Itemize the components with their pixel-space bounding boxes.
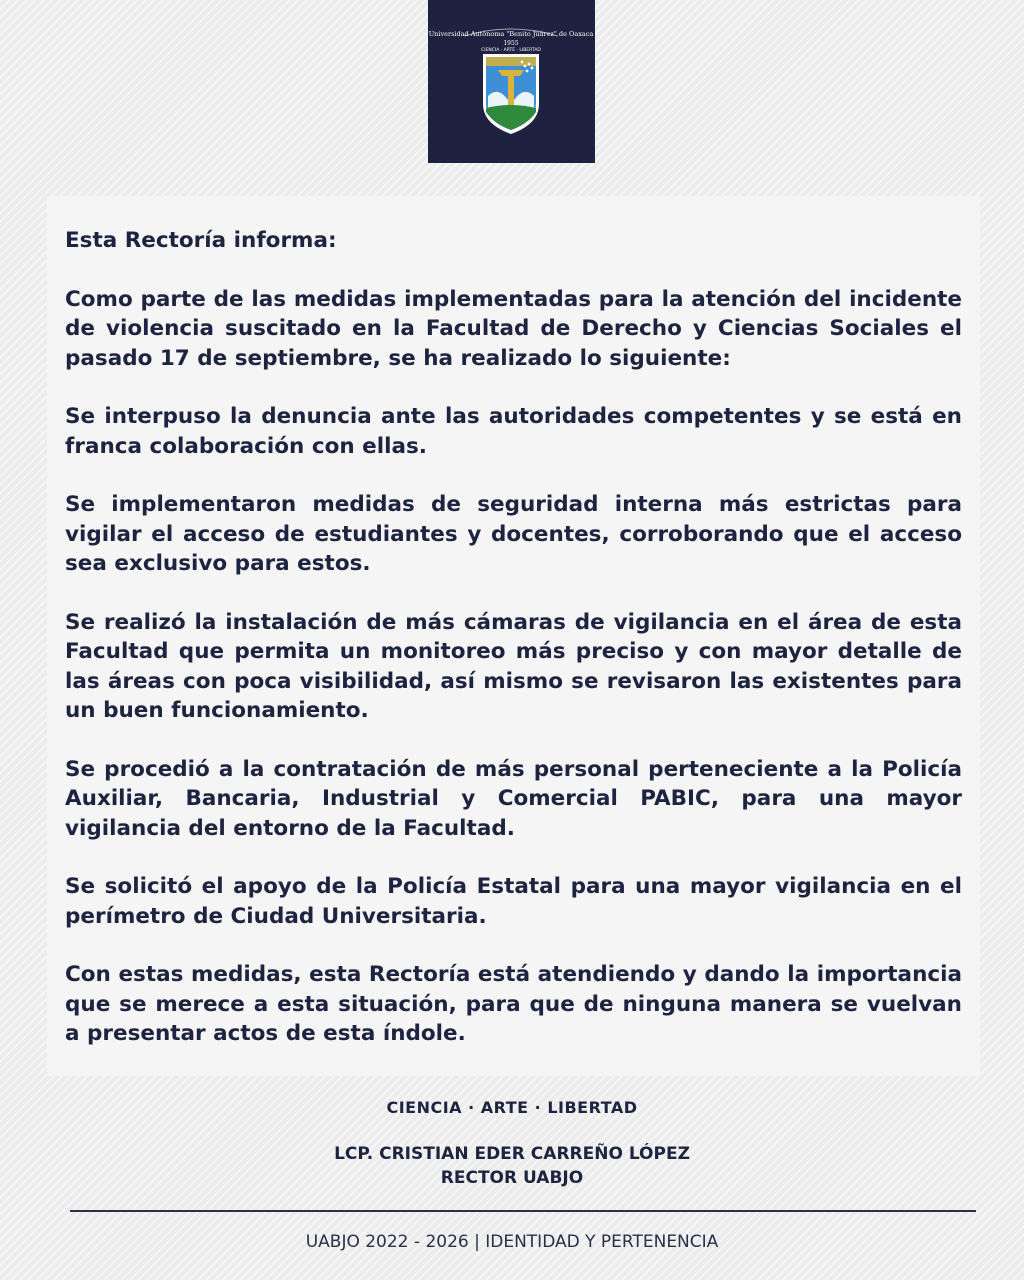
university-seal: [428, 0, 595, 163]
paragraph-complaint: Se interpuso la denuncia ante las autoridades competentes y se está en franca colaboración con ellas.: [65, 404, 962, 459]
paragraph-closing: Con estas medidas, esta Rectoría está atendiendo y dando la importancia que se merece a esta situación, para que de ninguna manera se vuelvan a presentar actos de esta índole.: [65, 962, 962, 1046]
paragraph-state-police: Se solicitó el apoyo de la Policía Estatal para una mayor vigilancia en el perímetro de Ciudad Universitaria.: [65, 874, 962, 929]
footer-motto: CIENCIA · ARTE · LIBERTAD: [386, 1098, 638, 1117]
footer-tagline: UABJO 2022 - 2026 | IDENTIDAD Y PERTENENCIA: [305, 1232, 719, 1252]
seal-year: 1955: [503, 40, 519, 47]
paragraph-internal-security: Se implementaron medidas de seguridad interna más estrictas para vigilar el acceso de estudiantes y docentes, corroborando que el acceso sea exclusivo para estos.: [65, 492, 962, 576]
footer-divider: [70, 1210, 976, 1212]
announcement-card: [47, 196, 980, 1076]
seal-ring-text: Universidad Autónoma "Benito Juárez" de Oaxaca: [428, 30, 594, 38]
paragraph-cameras: Se realizó la instalación de más cámaras de vigilancia en el área de esta Facultad que permita un monitoreo más preciso y con mayor detalle de las áreas con poca visibilidad, así mismo se revisaron las existentes para un buen funcionamiento.: [65, 609, 962, 723]
paragraph-context: Como parte de las medidas implementadas para la atención del incidente de violencia suscitado en la Facultad de Derecho y Ciencias Sociales el pasado 17 de septiembre, se ha realizado lo siguiente:: [65, 286, 962, 371]
signer-title: RECTOR UABJO: [440, 1168, 584, 1188]
greeting: Esta Rectoría informa:: [65, 228, 337, 253]
seal-motto: CIENCIA · ARTE · LIBERTAD: [481, 48, 541, 53]
signer-name: LCP. CRISTIAN EDER CARREÑO LÓPEZ: [334, 1144, 690, 1164]
paragraph-pabic: Se procedió a la contratación de más personal perteneciente a la Policía Auxiliar, Bancaria, Industrial y Comercial PABIC, para una mayor vigilancia del entorno de la Facultad.: [65, 756, 962, 841]
seal-icon: [428, 0, 595, 163]
